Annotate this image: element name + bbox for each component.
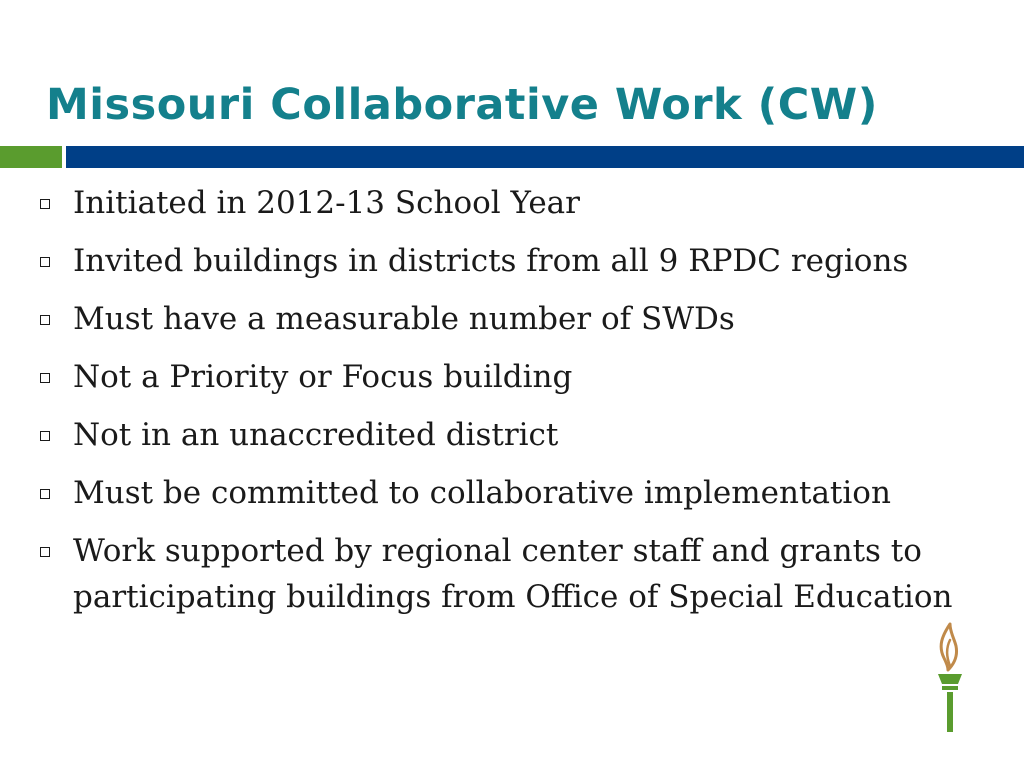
square-bullet-icon: [40, 257, 50, 267]
bullet-list: [40, 180, 980, 632]
square-bullet-icon: [40, 431, 50, 441]
slide-title: Missouri Collaborative Work (CW): [46, 80, 878, 130]
list-item: [40, 354, 980, 400]
bullet-text: Not a Priority or Focus building: [73, 359, 573, 395]
list-item: [40, 238, 980, 284]
title-accent-bar-blue: [66, 146, 1024, 168]
list-item: [40, 528, 980, 620]
bullet-text: Must have a measurable number of SWDs: [73, 301, 735, 337]
square-bullet-icon: [40, 489, 50, 499]
list-item: [40, 412, 980, 458]
square-bullet-icon: [40, 315, 50, 325]
bullet-text: Not in an unaccredited district: [73, 417, 559, 453]
title-accent-bar-green: [0, 146, 62, 168]
square-bullet-icon: [40, 199, 50, 209]
torch-icon: [928, 622, 972, 734]
square-bullet-icon: [40, 373, 50, 383]
bullet-text: Invited buildings in districts from all 9 RPDC regions: [73, 243, 909, 279]
square-bullet-icon: [40, 547, 50, 557]
list-item: [40, 296, 980, 342]
bullet-text: Must be committed to collaborative implementation: [73, 475, 891, 511]
bullet-text: Work supported by regional center staff and grants to participating buildings from Office of Special Education: [73, 533, 953, 615]
bullet-text: Initiated in 2012-13 School Year: [73, 185, 580, 221]
list-item: [40, 180, 980, 226]
list-item: [40, 470, 980, 516]
